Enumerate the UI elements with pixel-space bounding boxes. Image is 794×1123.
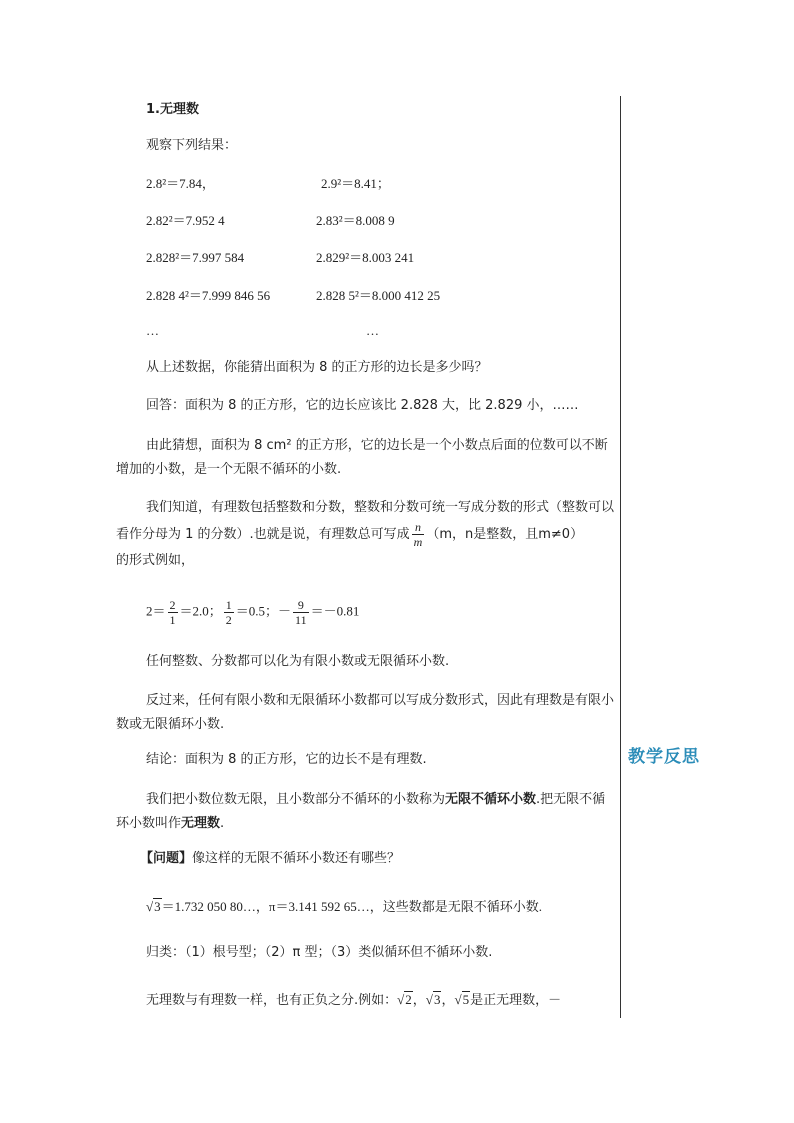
any-integer-statement: 任何整数、分数都可以化为有限小数或无限循环小数. xyxy=(146,654,450,669)
sqrt2: √2 xyxy=(397,992,412,1007)
result-right-1: 2.9²＝8.41； xyxy=(321,176,390,191)
problem-tag: 【问题】 xyxy=(140,851,193,866)
fraction-denominator: 2 xyxy=(225,613,232,627)
result-right-3: 2.829²＝8.003 241 xyxy=(316,250,415,265)
answer-side-length: 回答：面积为 8 的正方形，它的边长应该比 2.828 大，比 2.829 小，…… xyxy=(146,398,579,413)
conclusion: 结论：面积为 8 的正方形，它的边长不是有理数. xyxy=(146,752,427,767)
term-irrational-number: 无理数 xyxy=(181,816,221,831)
fraction-n-over-m xyxy=(412,520,425,549)
guess-paragraph: 由此猜想，面积为 8 cm² 的正方形，它的边长是一个小数点后面的位数可以不断增加的小数，是一个无限不循环的小数. xyxy=(116,438,608,477)
rational-text-2: （m，n是整数，且m≠0） xyxy=(426,527,584,542)
def-text-3: . xyxy=(220,816,225,831)
problem-text: 像这样的无限不循环小数还有哪些？ xyxy=(192,851,401,866)
classification-line: 归类：（1）根号型；（2）π 型；（3）类似循环但不循环小数. xyxy=(146,945,493,960)
fraction-9-over-11 xyxy=(293,598,309,627)
sqrt3: √3 xyxy=(146,899,161,914)
radicand: 3 xyxy=(433,992,441,1007)
eq-part-a: 2＝ xyxy=(146,603,166,619)
teaching-reflection-label: 教学反思 xyxy=(628,747,700,767)
eq-part-b: ＝2.0； xyxy=(179,603,222,619)
problem-line xyxy=(140,849,400,869)
eq-part-d: ＝－0.81 xyxy=(310,603,360,619)
result-left-2: 2.82²＝7.952 4 xyxy=(146,213,225,228)
def-text-1: 我们把小数位数无限，且小数部分不循环的小数称为 xyxy=(146,792,446,807)
sign-text-2: 是正无理数，－ xyxy=(470,993,562,1008)
fraction-denominator: 11 xyxy=(295,613,307,627)
rational-text-1: 我们知道，有理数包括整数和分数，整数和分数可统一写成分数的形式（整数可以看作分母为 1 的分数）.也就是说，有理数总可写成 xyxy=(116,500,615,542)
fraction-numerator: 9 xyxy=(293,598,309,613)
fraction-numerator: 1 xyxy=(225,598,232,612)
result-right-4: 2.828 5²＝8.000 412 25 xyxy=(316,288,441,303)
radicand: 2 xyxy=(405,992,412,1007)
rational-paragraph xyxy=(116,496,616,573)
column-divider xyxy=(620,96,621,1018)
radicand: 5 xyxy=(462,992,470,1007)
rational-text-3: 的形式例如， xyxy=(116,553,195,568)
fraction-2-over-1 xyxy=(168,598,178,627)
sqrt3-b: √3 xyxy=(425,992,441,1007)
fraction-1-over-2 xyxy=(224,598,234,627)
result-right-2: 2.83²＝8.008 9 xyxy=(316,213,395,228)
example-equation xyxy=(146,598,359,627)
result-right-ellipsis: … xyxy=(366,323,379,338)
fraction-numerator: n xyxy=(412,520,425,535)
radicand: 3 xyxy=(154,899,161,914)
result-left-3: 2.828²＝7.997 584 xyxy=(146,250,245,265)
term-nonrepeating-decimal: 无限不循环小数 xyxy=(445,792,537,807)
eq-part-c: ＝0.5；－ xyxy=(235,603,292,619)
question-side-length: 从上述数据，你能猜出面积为 8 的正方形的边长是多少吗？ xyxy=(146,360,488,375)
examples-text: ＝1.732 050 80…，π＝3.141 592 65…，这些数都是无限不循环小数. xyxy=(161,899,542,914)
sign-line: 无理数与有理数一样，也有正负之分.例如：√2，√3，√5是正无理数，－ xyxy=(146,992,562,1008)
examples-line xyxy=(146,897,542,918)
result-left-1: 2.8²＝7.84， xyxy=(146,176,215,191)
sign-text-1: 无理数与有理数一样，也有正负之分.例如： xyxy=(146,993,398,1008)
fraction-denominator: m xyxy=(413,535,423,549)
result-left-4: 2.828 4²＝7.999 846 56 xyxy=(146,288,271,303)
sqrt5: √5 xyxy=(454,992,470,1007)
result-left-ellipsis: … xyxy=(146,323,159,338)
section-heading: 1.无理数 xyxy=(146,102,199,117)
converse-paragraph: 反过来，任何有限小数和无限循环小数都可以写成分数形式，因此有理数是有限小数或无限循环小数. xyxy=(116,693,615,732)
observe-prompt: 观察下列结果： xyxy=(146,138,238,153)
fraction-denominator: 1 xyxy=(169,613,176,627)
fraction-numerator: 2 xyxy=(169,598,176,612)
def-text-2: .把无限不循环小数叫作 xyxy=(116,792,606,831)
definition-paragraph xyxy=(116,788,616,836)
